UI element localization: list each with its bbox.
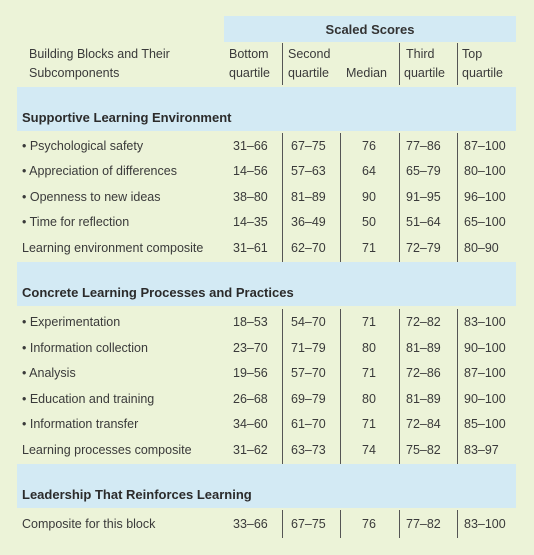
col-header-line2: quartile — [462, 66, 503, 80]
col-header-line2: quartile — [404, 66, 445, 80]
bottom-quartile-cell: 14–35 — [233, 215, 268, 229]
median-cell: 71 — [362, 241, 376, 255]
column-divider — [399, 309, 400, 464]
third-quartile-cell: 65–79 — [406, 164, 441, 178]
second-quartile-cell: 71–79 — [291, 341, 326, 355]
column-divider — [340, 309, 341, 464]
top-quartile-cell: 90–100 — [464, 341, 506, 355]
table-row — [17, 386, 516, 412]
top-quartile-cell: 80–100 — [464, 164, 506, 178]
top-quartile-cell: 87–100 — [464, 366, 506, 380]
col-header-bottom — [229, 45, 270, 83]
column-divider — [457, 510, 458, 538]
col-header-line2: quartile — [288, 66, 329, 80]
row-label: • Time for reflection — [22, 215, 130, 229]
top-quartile-cell: 96–100 — [464, 190, 506, 204]
median-cell: 71 — [362, 315, 376, 329]
row-label: • Analysis — [22, 366, 76, 380]
top-quartile-cell: 83–100 — [464, 315, 506, 329]
header-divider — [457, 43, 458, 85]
section-header — [17, 464, 516, 508]
bottom-quartile-cell: 23–70 — [233, 341, 268, 355]
third-quartile-cell: 72–79 — [406, 241, 441, 255]
row-label: • Openness to new ideas — [22, 190, 161, 204]
median-cell: 64 — [362, 164, 376, 178]
median-cell: 50 — [362, 215, 376, 229]
median-cell: 76 — [362, 517, 376, 531]
col-header-line2: Median — [346, 66, 387, 80]
top-quartile-cell: 80–90 — [464, 241, 499, 255]
col-header-top — [462, 45, 503, 83]
second-quartile-cell: 36–49 — [291, 215, 326, 229]
header-divider — [399, 43, 400, 85]
column-divider — [340, 133, 341, 262]
table-row — [17, 158, 516, 184]
bottom-quartile-cell: 31–62 — [233, 443, 268, 457]
third-quartile-cell: 51–64 — [406, 215, 441, 229]
section-header — [17, 87, 516, 131]
second-quartile-cell: 61–70 — [291, 417, 326, 431]
col-header-line1: Bottom — [229, 47, 269, 61]
second-quartile-cell: 57–70 — [291, 366, 326, 380]
second-quartile-cell: 69–79 — [291, 392, 326, 406]
col-header-second — [288, 45, 330, 83]
third-quartile-cell: 75–82 — [406, 443, 441, 457]
col-header-line1: Top — [462, 47, 483, 61]
top-quartile-cell: 83–97 — [464, 443, 499, 457]
table-row — [17, 235, 516, 261]
col-header-line1: Third — [406, 47, 435, 61]
row-label: • Information transfer — [22, 417, 139, 431]
table-row — [17, 437, 516, 463]
top-quartile-cell: 87–100 — [464, 139, 506, 153]
col-header-median — [346, 45, 387, 83]
second-quartile-cell: 81–89 — [291, 190, 326, 204]
third-quartile-cell: 72–82 — [406, 315, 441, 329]
third-quartile-cell: 77–82 — [406, 517, 441, 531]
third-quartile-cell: 72–84 — [406, 417, 441, 431]
column-divider — [399, 510, 400, 538]
median-cell: 80 — [362, 392, 376, 406]
bottom-quartile-cell: 38–80 — [233, 190, 268, 204]
column-divider — [457, 133, 458, 262]
row-label: Learning environment composite — [22, 241, 204, 255]
top-quartile-cell: 65–100 — [464, 215, 506, 229]
table-row — [17, 133, 516, 159]
col-header-third — [404, 45, 445, 83]
bottom-quartile-cell: 19–56 — [233, 366, 268, 380]
top-quartile-cell: 90–100 — [464, 392, 506, 406]
median-cell: 71 — [362, 366, 376, 380]
second-quartile-cell: 62–70 — [291, 241, 326, 255]
section-header — [17, 262, 516, 306]
row-label: • Experimentation — [22, 315, 121, 329]
second-quartile-cell: 67–75 — [291, 517, 326, 531]
bottom-quartile-cell: 31–61 — [233, 241, 268, 255]
median-cell: 74 — [362, 443, 376, 457]
table-row — [17, 511, 516, 537]
section-title: Supportive Learning Environment — [22, 110, 232, 125]
second-quartile-cell: 67–75 — [291, 139, 326, 153]
bottom-quartile-cell: 34–60 — [233, 417, 268, 431]
row-header-line2: Subcomponents — [29, 66, 120, 80]
scaled-scores-title: Scaled Scores — [325, 22, 415, 37]
second-quartile-cell: 63–73 — [291, 443, 326, 457]
header-divider — [282, 43, 283, 85]
third-quartile-cell: 72–86 — [406, 366, 441, 380]
third-quartile-cell: 77–86 — [406, 139, 441, 153]
row-header — [29, 45, 170, 83]
median-cell: 76 — [362, 139, 376, 153]
bottom-quartile-cell: 33–66 — [233, 517, 268, 531]
median-cell: 90 — [362, 190, 376, 204]
row-label: Learning processes composite — [22, 443, 192, 457]
col-header-line1: Second — [288, 47, 331, 61]
column-divider — [399, 133, 400, 262]
column-divider — [282, 309, 283, 464]
median-cell: 80 — [362, 341, 376, 355]
top-quartile-cell: 85–100 — [464, 417, 506, 431]
third-quartile-cell: 81–89 — [406, 392, 441, 406]
row-label: • Information collection — [22, 341, 148, 355]
third-quartile-cell: 91–95 — [406, 190, 441, 204]
table-row — [17, 184, 516, 210]
column-divider — [282, 133, 283, 262]
col-header-line1 — [346, 45, 387, 64]
table-row — [17, 335, 516, 361]
second-quartile-cell: 57–63 — [291, 164, 326, 178]
median-cell: 71 — [362, 417, 376, 431]
table-row — [17, 360, 516, 386]
second-quartile-cell: 54–70 — [291, 315, 326, 329]
bottom-quartile-cell: 31–66 — [233, 139, 268, 153]
column-divider — [457, 309, 458, 464]
section-title: Concrete Learning Processes and Practices — [22, 285, 294, 300]
row-header-line1: Building Blocks and Their — [29, 47, 170, 61]
third-quartile-cell: 81–89 — [406, 341, 441, 355]
table-row — [17, 309, 516, 335]
bottom-quartile-cell: 26–68 — [233, 392, 268, 406]
section-title: Leadership That Reinforces Learning — [22, 487, 252, 502]
row-label: Composite for this block — [22, 517, 156, 531]
col-header-line2: quartile — [229, 66, 270, 80]
column-divider — [282, 510, 283, 538]
row-label: • Psychological safety — [22, 139, 144, 153]
table-row — [17, 209, 516, 235]
table-row — [17, 411, 516, 437]
scaled-scores-header — [224, 16, 516, 42]
bottom-quartile-cell: 18–53 — [233, 315, 268, 329]
row-label: • Education and training — [22, 392, 155, 406]
column-divider — [340, 510, 341, 538]
bottom-quartile-cell: 14–56 — [233, 164, 268, 178]
top-quartile-cell: 83–100 — [464, 517, 506, 531]
row-label: • Appreciation of differences — [22, 164, 177, 178]
